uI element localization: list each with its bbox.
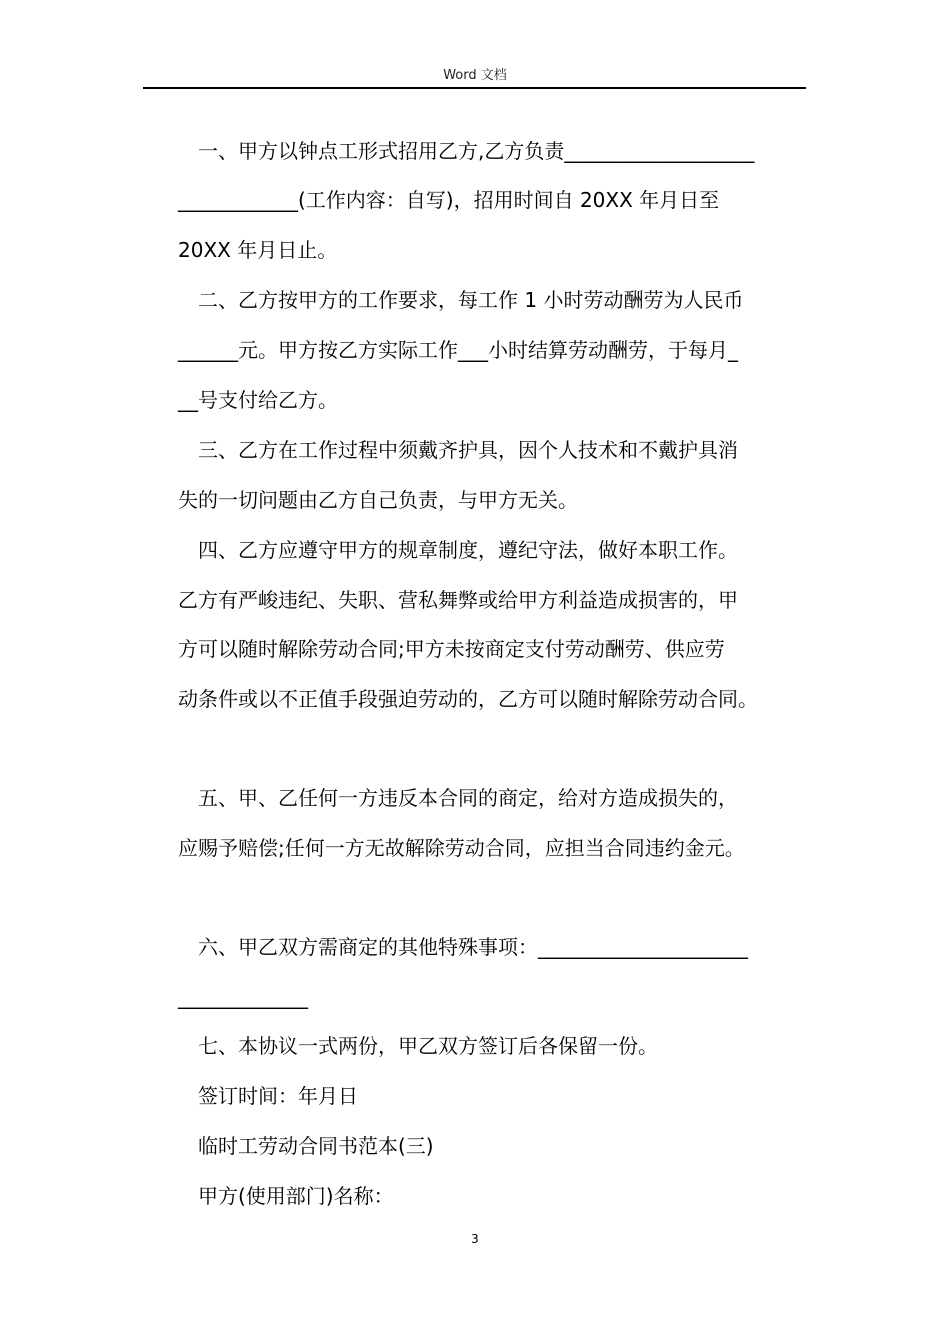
page-header: Word 文档 bbox=[443, 68, 507, 83]
clause-4-line-3: 方可以随时解除劳动合同;甲方未按商定支付劳动酬劳、供应劳 bbox=[178, 637, 725, 661]
party-a-name-line: 甲方(使用部门)名称： bbox=[178, 1184, 394, 1208]
clause-1-line-1: 一、甲方以钟点工形式招用乙方,乙方负责___________________ bbox=[178, 139, 755, 163]
clause-3-line-2: 失的一切问题由乙方自己负责，与甲方无关。 bbox=[178, 488, 578, 512]
clause-7-line-1: 七、本协议一式两份，甲乙双方签订后各保留一份。 bbox=[178, 1034, 658, 1058]
clause-2-line-2: ______元。甲方按乙方实际工作___小时结算劳动酬劳，于每月_ bbox=[178, 338, 738, 362]
clause-4-line-2: 乙方有严峻违纪、失职、营私舞弊或给甲方利益造成损害的，甲 bbox=[178, 588, 738, 612]
clause-2-line-1: 二、乙方按甲方的工作要求，每工作 1 小时劳动酬劳为人民币 bbox=[178, 288, 744, 312]
clause-4-line-1: 四、乙方应遵守甲方的规章制度，遵纪守法，做好本职工作。 bbox=[178, 538, 738, 562]
clause-5-line-1: 五、甲、乙任何一方违反本合同的商定，给对方造成损失的， bbox=[178, 786, 738, 810]
clause-1-line-3: 20XX 年月日止。 bbox=[178, 238, 338, 262]
clause-6-line-1: 六、甲乙双方需商定的其他特殊事项：_____________________ bbox=[178, 935, 748, 959]
clause-4-line-4: 动条件或以不正值手段强迫劳动的，乙方可以随时解除劳动合同。 bbox=[178, 687, 758, 711]
clause-5-line-2: 应赐予赔偿;任何一方无故解除劳动合同，应担当合同违约金元。 bbox=[178, 836, 745, 860]
page-number: 3 bbox=[471, 1232, 479, 1246]
clause-2-line-3: __号支付给乙方。 bbox=[178, 388, 338, 412]
header-rule bbox=[143, 87, 806, 89]
clause-6-line-2: _____________ bbox=[178, 985, 308, 1009]
clause-3-line-1: 三、乙方在工作过程中须戴齐护具，因个人技术和不戴护具消 bbox=[178, 438, 738, 462]
contract-title-line: 临时工劳动合同书范本(三) bbox=[178, 1134, 434, 1158]
signing-date-line: 签订时间：年月日 bbox=[178, 1084, 358, 1108]
clause-1-line-2: ____________(工作内容：自写)，招用时间自 20XX 年月日至 bbox=[178, 188, 720, 212]
